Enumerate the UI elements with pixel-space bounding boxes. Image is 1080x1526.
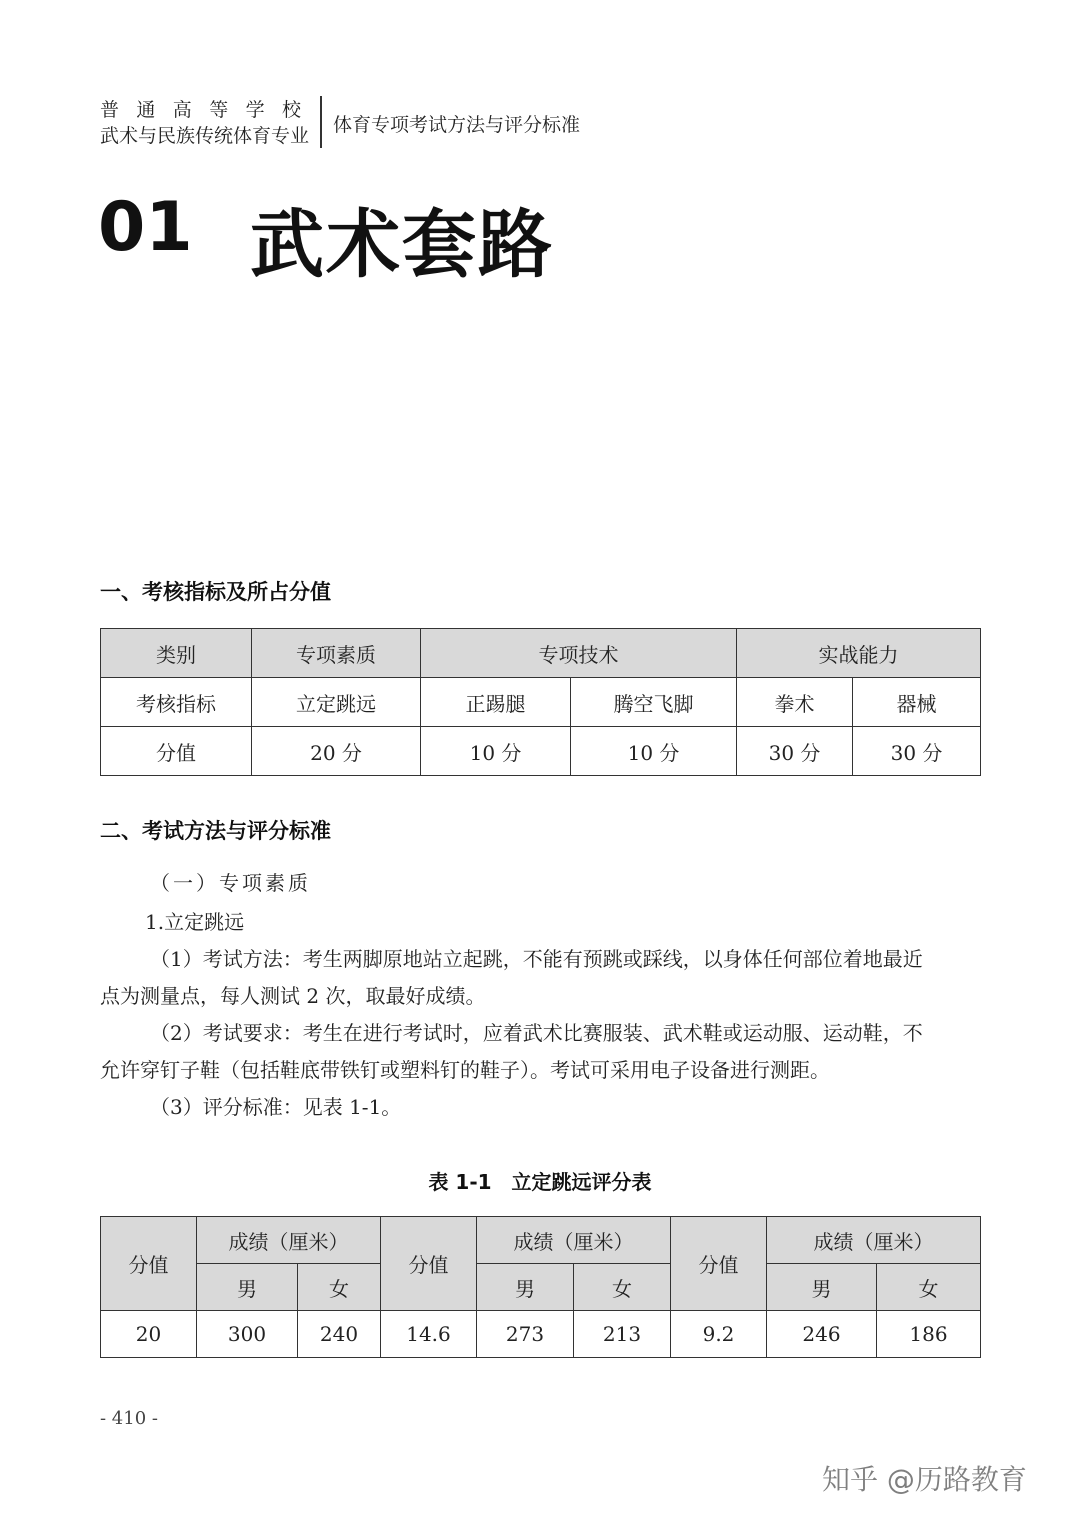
paragraph-line: （1）考试方法：考生两脚原地站立起跳，不能有预跳或踩线，以身体任何部位着地最近 [150,947,923,971]
score-header: 分值 [101,1217,197,1311]
standing-long-jump-table [100,1216,981,1358]
table-cell: 考核指标 [101,678,252,727]
header-line-1: 普通高等学校 [100,99,319,121]
table-cell: 正踢腿 [421,678,571,727]
table-cell: 20 分 [252,727,421,776]
paragraph-requirements [100,1015,980,1089]
table-cell: 分值 [101,727,252,776]
table-cell: 246 [767,1311,877,1358]
table-cell: 300 [197,1311,298,1358]
table-cell: 专项素质 [252,629,421,678]
female-header: 女 [574,1264,671,1311]
male-header: 男 [477,1264,574,1311]
table-row [101,629,981,678]
item-heading: 1.立定跳远 [145,910,245,934]
chapter-title: 武术套路 [250,202,554,288]
table-cell: 器械 [853,678,981,727]
table-caption: 表 1-1 立定跳远评分表 [428,1170,652,1194]
table-cell: 10 分 [421,727,571,776]
paragraph-method [100,941,980,1015]
page-number: - 410 - [100,1408,158,1429]
section-1-heading: 一、考核指标及所占分值 [100,580,331,604]
watermark: 知乎 @历路教育 [822,1463,1027,1496]
table-cell: 186 [877,1311,981,1358]
table-cell: 240 [298,1311,381,1358]
table-cell: 腾空飞脚 [571,678,737,727]
paragraph-line: （2）考试要求：考生在进行考试时，应着武术比赛服装、武术鞋或运动服、运动鞋，不 [150,1021,923,1045]
female-header: 女 [298,1264,381,1311]
table-cell: 20 [101,1311,197,1358]
table-cell: 273 [477,1311,574,1358]
table-cell: 类别 [101,629,252,678]
paragraph-line: 点为测量点，每人测试 2 次，取最好成绩。 [100,984,486,1008]
table-row [101,1217,981,1264]
header-book-title: 体育专项考试方法与评分标准 [333,114,581,136]
paragraph-line: 允许穿钉子鞋（包括鞋底带铁钉或塑料钉的鞋子）。考试可采用电子设备进行测距。 [100,1058,830,1082]
header-line-2: 武术与民族传统体育专业 [100,125,310,147]
header-divider [320,96,322,148]
table-cell: 30 分 [737,727,853,776]
female-header: 女 [877,1264,981,1311]
result-header: 成绩（厘米） [767,1217,981,1264]
table-cell: 立定跳远 [252,678,421,727]
chapter-number: 01 [98,188,193,267]
table-row [101,1264,981,1311]
table-row [101,678,981,727]
result-header: 成绩（厘米） [197,1217,381,1264]
table-cell: 14.6 [381,1311,477,1358]
paragraph-scoring [100,1089,980,1126]
table-row [101,727,981,776]
header-institution [100,97,319,149]
table-cell: 拳术 [737,678,853,727]
table-cell: 9.2 [671,1311,767,1358]
score-header: 分值 [381,1217,477,1311]
table-row [101,1311,981,1358]
paragraph-line: （3）评分标准：见表 1-1。 [150,1095,402,1119]
subsection-heading: （一）专项素质 [150,871,311,895]
section-2-heading: 二、考试方法与评分标准 [100,819,331,843]
assessment-table [100,628,981,776]
table-cell: 30 分 [853,727,981,776]
table-cell: 10 分 [571,727,737,776]
table-cell: 专项技术 [421,629,737,678]
table-cell: 实战能力 [737,629,981,678]
male-header: 男 [197,1264,298,1311]
score-header: 分值 [671,1217,767,1311]
male-header: 男 [767,1264,877,1311]
result-header: 成绩（厘米） [477,1217,671,1264]
table-cell: 213 [574,1311,671,1358]
